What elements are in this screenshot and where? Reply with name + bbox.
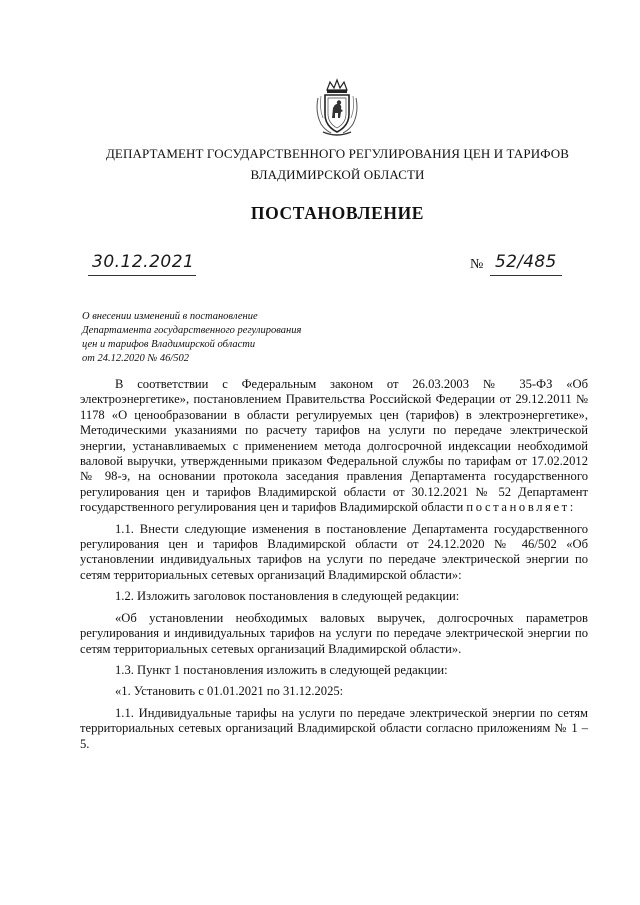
- document-date: 30.12.2021: [92, 252, 195, 272]
- preamble-text: В соответствии с Федеральным законом от 26.03.2003 № 35-ФЗ «Об электроэнергетике», постановлением Правительства Российской Федерации от 29.12.2011 № 1178 «О ценообразовании в области регулируемых цен (тарифов) в электроэнергетике», Методическими указаниями по расчету тарифов на услуги по передаче электрической энергии, устанавливаемых с применением метода долгосрочной индексации необходимой валовой выручки, утвержденными приказом Федеральной службы по тарифам от 17.02.2012 № 98-э, на основании протокола заседания правления Департамента государственного регулирования цен и тарифов Владимирской области от 30.12.2021 № 52 Департамент государственного регулирования цен и тарифов Владимирской области: [80, 377, 588, 515]
- quoted-point-1: «1. Установить с 01.01.2021 по 31.12.2025:: [115, 684, 344, 699]
- department-name-line1: ДЕПАРТАМЕНТ ГОСУДАРСТВЕННОГО РЕГУЛИРОВАНИЯ ЦЕН И ТАРИФОВ: [105, 146, 570, 161]
- vladimir-coat-of-arms-icon: [313, 78, 361, 136]
- number-underline: [490, 275, 562, 276]
- document-title: ПОСТАНОВЛЕНИЕ: [250, 203, 425, 223]
- preamble-paragraph: [80, 377, 588, 516]
- department-name-line2: ВЛАДИМИРСКОЙ ОБЛАСТИ: [250, 167, 425, 182]
- paragraph-1-2: 1.2. Изложить заголовок постановления в следующей редакции:: [115, 589, 460, 604]
- subject-line: О внесении изменений в постановление: [82, 311, 258, 322]
- date-underline: [88, 275, 196, 276]
- document-subject: [82, 310, 372, 366]
- number-label: №: [470, 257, 484, 272]
- subject-line: Департамента государственного регулирования: [82, 325, 302, 336]
- document-number: 52/485: [495, 252, 557, 272]
- quoted-point-1-1: 1.1. Индивидуальные тарифы на услуги по передаче электрической энергии по сетям территориальных сетевых организаций Владимирской области согласно приложениям № 1 – 5.: [80, 705, 588, 751]
- paragraph-1-1: 1.1. Внести следующие изменения в постановление Департамента государственного регулирования цен и тарифов Владимирской области от 24.12.2020 № 46/502 «Об установлении индивидуальных тарифов на услуги по передаче электрической энергии по сетям территориальных сетевых организаций Владимирской области»:: [80, 521, 588, 582]
- subject-line: цен и тарифов Владимирской области: [82, 339, 256, 350]
- subject-line: от 24.12.2020 № 46/502: [82, 353, 190, 364]
- paragraph-1-3: 1.3. Пункт 1 постановления изложить в следующей редакции:: [115, 662, 448, 677]
- document-body: [80, 377, 588, 752]
- resolve-word: постановляет:: [466, 500, 576, 515]
- quoted-title-paragraph: «Об установлении необходимых валовых выручек, долгосрочных параметров регулирования и индивидуальных тарифов на услуги по передаче электрической энергии по сетям территориальных сетевых организаций Владимирской области».: [80, 610, 588, 656]
